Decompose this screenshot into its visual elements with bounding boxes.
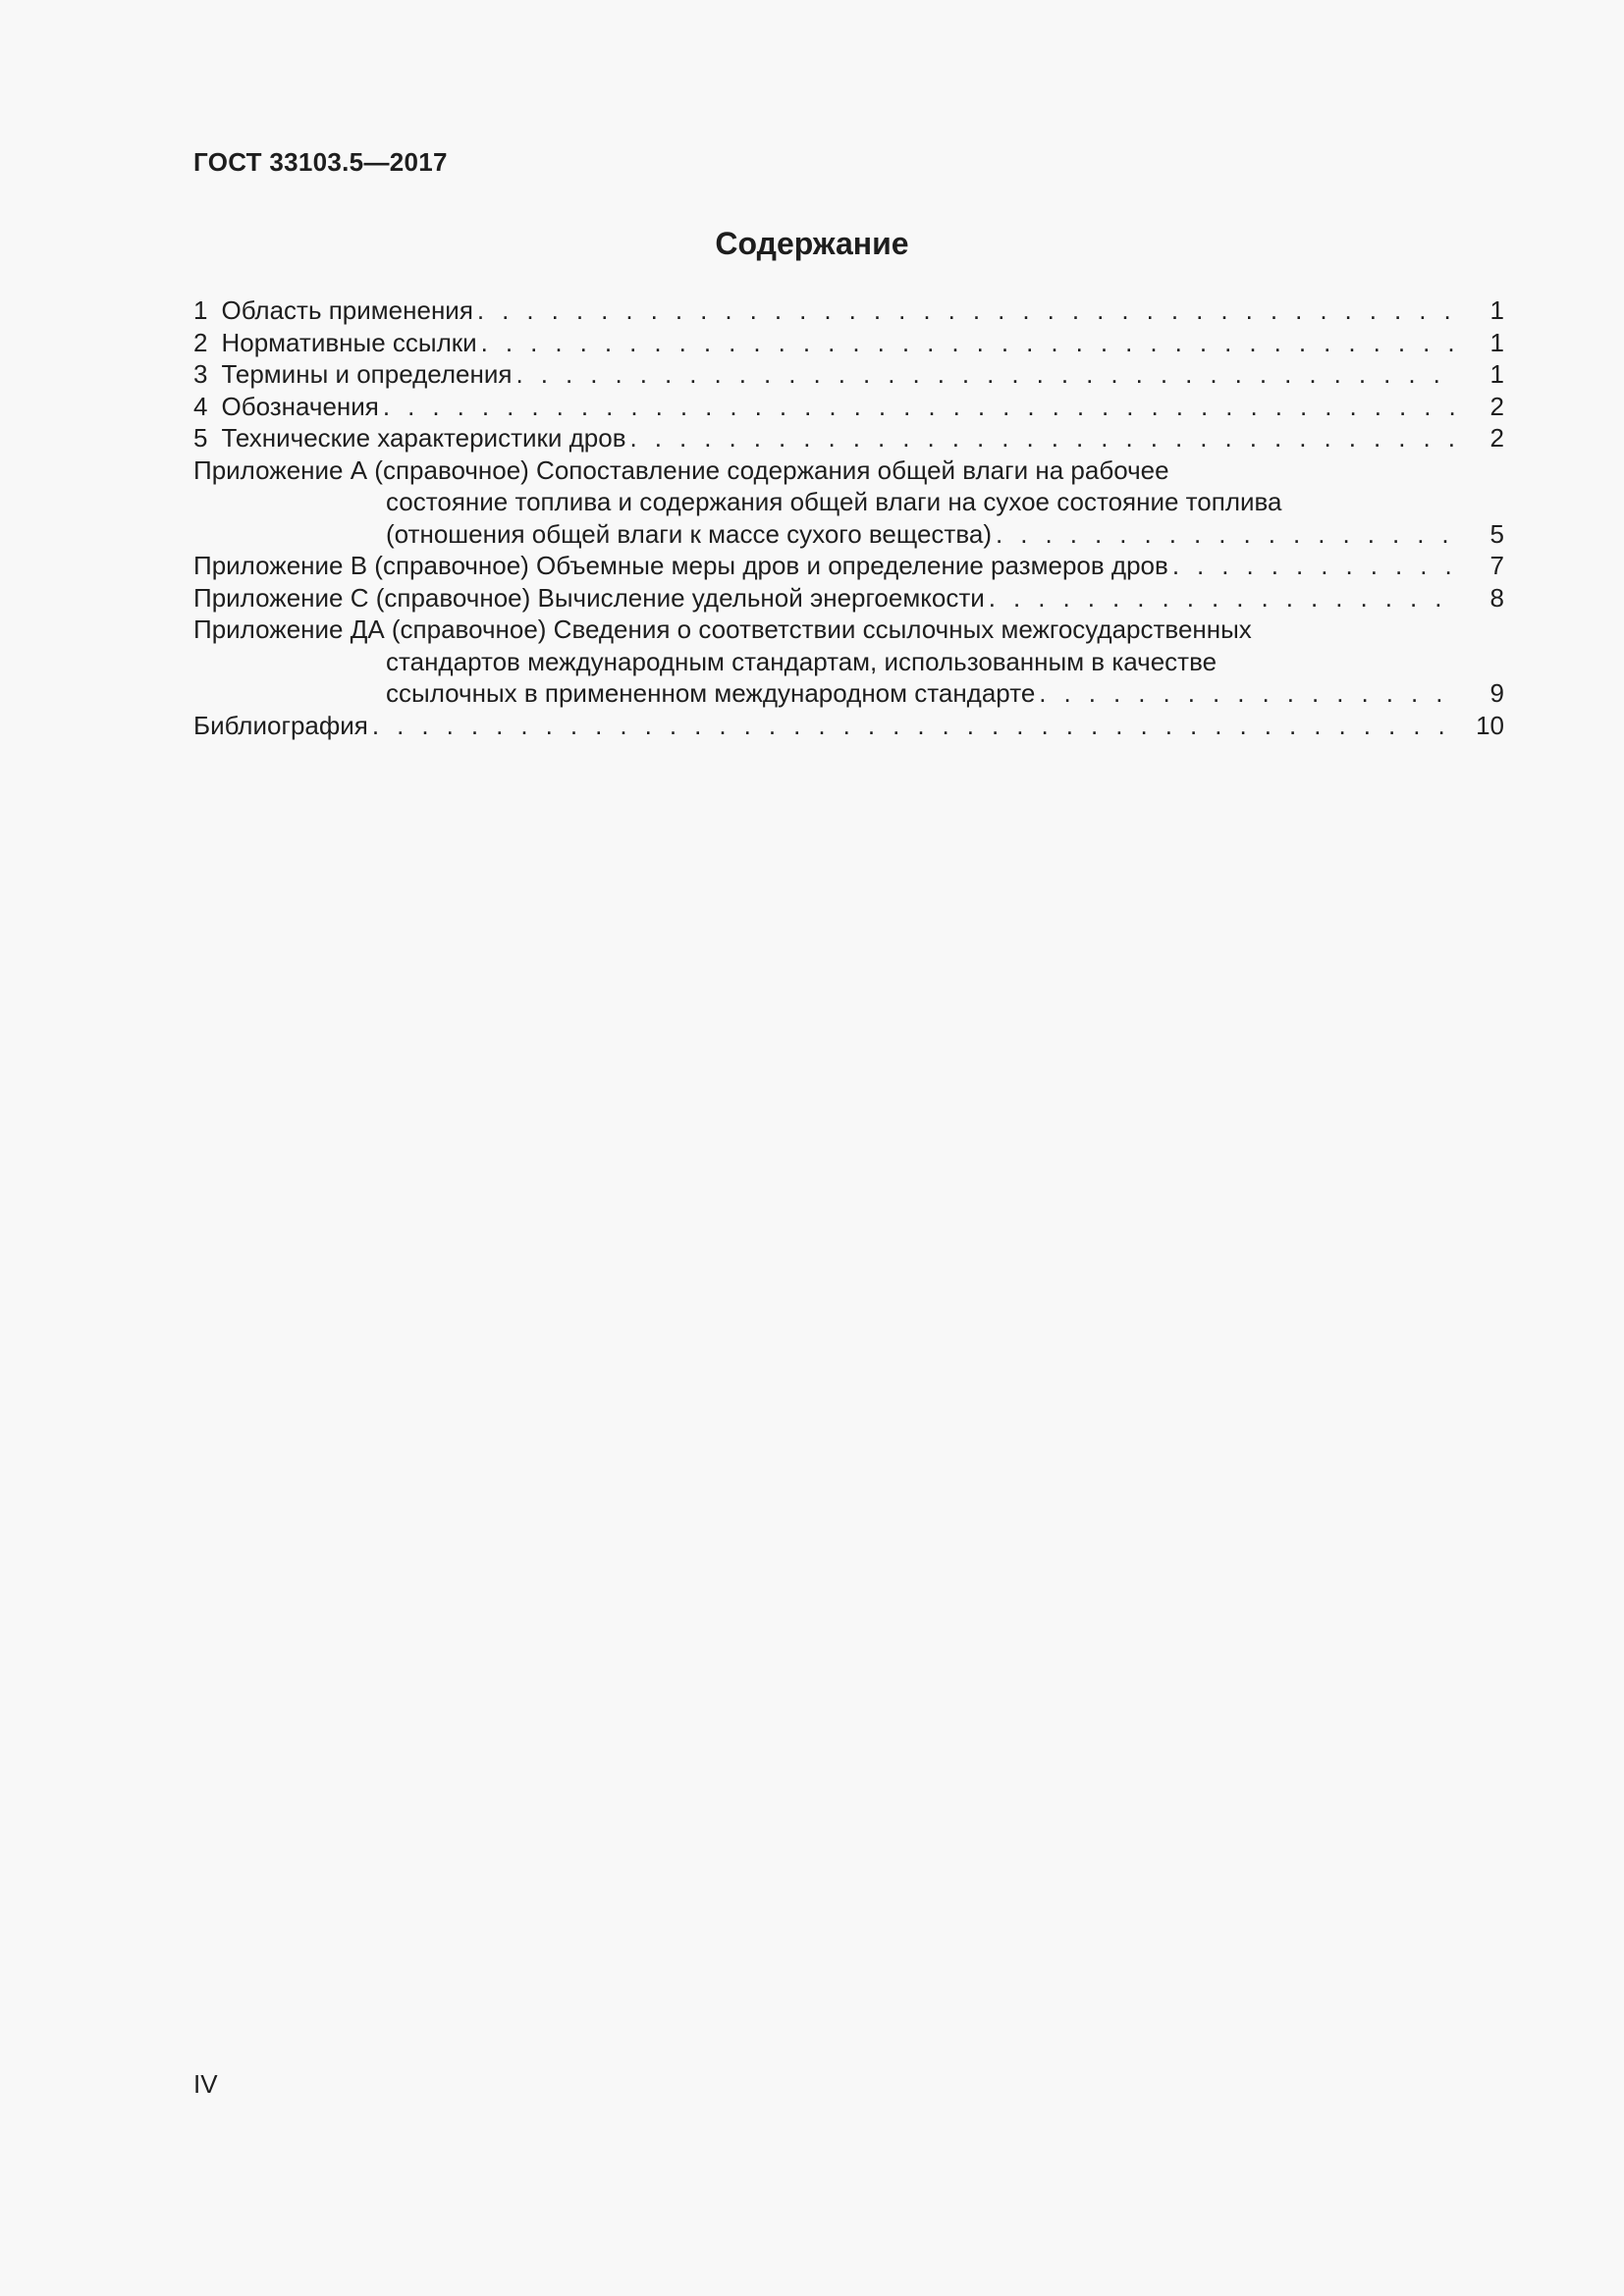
toc-leader-dots (481, 327, 1457, 359)
toc-entry-label: Обозначения (221, 391, 379, 421)
toc-page-number: 10 (1476, 710, 1504, 740)
toc-entry-number: 3 (193, 359, 208, 389)
toc-entry-number: 2 (193, 327, 208, 357)
toc-leader-dots (989, 582, 1457, 614)
toc-entry-4[interactable] (193, 391, 1504, 423)
toc-entry-label: Нормативные ссылки (221, 327, 477, 357)
toc-page-number: 2 (1489, 423, 1504, 453)
toc-entry-1[interactable] (193, 294, 1504, 327)
toc-entry-bibliography[interactable] (193, 710, 1504, 742)
toc-entry-appendix-b[interactable] (193, 550, 1504, 582)
toc-leader-dots (372, 710, 1457, 742)
toc-leader-dots (477, 294, 1457, 327)
toc-page-number: 1 (1489, 359, 1504, 389)
toc-entry-2[interactable] (193, 327, 1504, 359)
toc-page-number: 8 (1489, 582, 1504, 613)
page-title: Содержание (715, 226, 909, 261)
toc-entry-label: Приложение С (справочное) Вычисление удельной энергоемкости (193, 582, 985, 613)
toc-entry-label: Термины и определения (221, 359, 513, 389)
toc-entry-appendix-c[interactable] (193, 582, 1504, 614)
toc-entry-label-continuation: состояние топлива и содержания общей влаги на сухое состояние топлива (386, 487, 1282, 516)
toc-entry-appendix-a[interactable] (193, 454, 1504, 551)
toc-entry-label-continuation: (отношения общей влаги к массе сухого вещества) (386, 518, 992, 549)
toc-entry-number: 4 (193, 391, 208, 421)
toc-entry-label: Область применения (221, 295, 473, 325)
document-header: ГОСТ 33103.5—2017 (193, 147, 448, 177)
toc-entry-appendix-da[interactable] (193, 614, 1504, 710)
toc-page-number: 1 (1489, 327, 1504, 357)
toc-entry-number: 5 (193, 423, 208, 453)
toc-entry-label-continuation: стандартов международным стандартам, использованным в качестве (386, 646, 1218, 676)
toc-page-number: 5 (1489, 518, 1504, 549)
toc-page-number: 9 (1489, 678, 1504, 708)
toc-leader-dots (1172, 550, 1457, 582)
table-of-contents (193, 294, 1504, 741)
toc-entry-label: Приложение ДА (справочное) Сведения о соответствии ссылочных межгосударственных (193, 614, 1252, 644)
toc-entry-5[interactable] (193, 422, 1504, 454)
toc-entry-3[interactable] (193, 358, 1504, 391)
toc-page-number: 2 (1489, 391, 1504, 421)
page-number-footer: IV (193, 2069, 218, 2099)
toc-page-number: 1 (1489, 295, 1504, 325)
toc-leader-dots (515, 358, 1457, 391)
toc-entry-label: Приложение В (справочное) Объемные меры дров и определение размеров дров (193, 551, 1168, 580)
toc-page-number: 7 (1489, 551, 1504, 580)
toc-leader-dots (1039, 677, 1457, 710)
toc-leader-dots (383, 391, 1457, 423)
toc-entry-label: Технические характеристики дров (221, 423, 626, 453)
toc-entry-number: 1 (193, 295, 208, 325)
toc-leader-dots (996, 518, 1457, 551)
toc-entry-label: Библиография (193, 710, 368, 740)
toc-entry-label: Приложение А (справочное) Сопоставление содержания общей влаги на рабочее (193, 454, 1169, 485)
toc-entry-label-continuation: ссылочных в примененном международном стандарте (386, 678, 1036, 708)
toc-leader-dots (630, 422, 1457, 454)
